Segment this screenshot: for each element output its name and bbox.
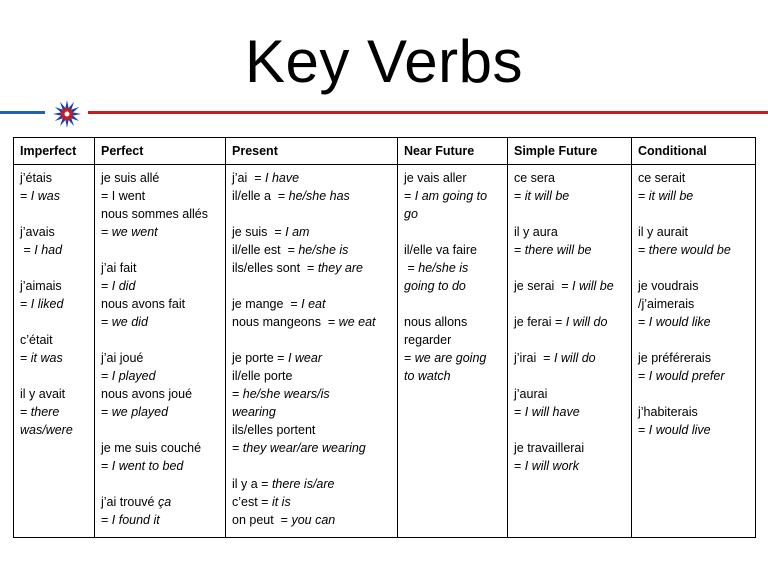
- french-text: nous sommes allés: [101, 207, 208, 221]
- english-translation: I am going to: [414, 189, 488, 203]
- cell-imperfect: [14, 165, 95, 538]
- line-spacer: [638, 205, 749, 223]
- english-translation: they wear/are wearing: [242, 441, 366, 455]
- french-text: j’ai joué: [101, 351, 144, 365]
- header-imperfect: Imperfect: [14, 138, 95, 165]
- equals-text: =: [638, 423, 649, 437]
- english-translation: I did: [111, 279, 136, 293]
- verb-line: [404, 349, 501, 367]
- verb-line: [101, 259, 219, 277]
- english-translation: I was: [30, 189, 60, 203]
- verb-line: [514, 223, 625, 241]
- verb-line: [404, 277, 501, 295]
- verb-line: [20, 421, 88, 439]
- line-spacer: [20, 313, 88, 331]
- english-translation: I eat: [301, 297, 326, 311]
- verb-line: [101, 403, 219, 421]
- verb-line: [101, 439, 219, 457]
- equals-text: =: [283, 297, 302, 311]
- verb-line: [101, 511, 219, 529]
- verb-line: [404, 205, 501, 223]
- english-translation: I would live: [648, 423, 711, 437]
- verb-line: [514, 187, 625, 205]
- french-text: il/elle porte: [232, 369, 293, 383]
- verb-line: [101, 313, 219, 331]
- verb-line: [232, 313, 391, 331]
- equals-text: =: [514, 405, 525, 419]
- equals-text: =: [638, 315, 649, 329]
- english-translation: I had: [34, 243, 63, 257]
- verb-line: [638, 169, 749, 187]
- french-text: il/elle a: [232, 189, 271, 203]
- french-text: je suis allé: [101, 171, 160, 185]
- equals-text: =: [257, 477, 272, 491]
- verb-line: [101, 493, 219, 511]
- title-rule-red: [88, 111, 768, 114]
- cell-near-future: [398, 165, 508, 538]
- equals-text: =: [404, 351, 415, 365]
- verb-line: [101, 169, 219, 187]
- line-spacer: [514, 367, 625, 385]
- line-spacer: [101, 421, 219, 439]
- english-translation: I will have: [524, 405, 580, 419]
- line-spacer: [638, 385, 749, 403]
- verb-line: [232, 493, 391, 511]
- french-text: ce serait: [638, 171, 686, 185]
- english-translation: I will work: [524, 459, 579, 473]
- english-translation: there is/are: [271, 477, 335, 491]
- verb-line: [20, 403, 88, 421]
- line-spacer: [404, 295, 501, 313]
- verb-line: [232, 511, 391, 529]
- verb-line: [514, 349, 625, 367]
- verb-line: [20, 277, 88, 295]
- english-translation: I found it: [111, 513, 160, 527]
- english-translation: we did: [111, 315, 148, 329]
- verb-line: [514, 313, 625, 331]
- verb-line: [101, 385, 219, 403]
- verb-line: [514, 403, 625, 421]
- verb-line: [638, 403, 749, 421]
- line-spacer: [101, 331, 219, 349]
- equals-text: =: [536, 351, 554, 365]
- verb-line: [101, 295, 219, 313]
- english-translation: it was: [30, 351, 63, 365]
- english-translation: I would like: [648, 315, 711, 329]
- verb-line: [638, 313, 749, 331]
- verb-line: [638, 295, 749, 313]
- english-translation: to watch: [404, 369, 451, 383]
- french-text: c’était: [20, 333, 53, 347]
- verb-line: [514, 439, 625, 457]
- verb-line: [404, 169, 501, 187]
- english-translation: we went: [111, 225, 158, 239]
- french-text: il y avait: [20, 387, 66, 401]
- french-text: on peut: [232, 513, 274, 527]
- french-text: il/elle va faire: [404, 243, 477, 257]
- french-text: je me suis couché: [101, 441, 202, 455]
- header-present: Present: [226, 138, 398, 165]
- page-title: Key Verbs: [245, 28, 523, 95]
- english-translation: he/she is: [418, 261, 469, 275]
- verb-line: [404, 259, 501, 277]
- equals-text: =: [638, 189, 649, 203]
- verb-line: [20, 187, 88, 205]
- english-translation: there will be: [524, 243, 592, 257]
- verb-line: [514, 241, 625, 259]
- french-text: j’avais: [20, 225, 55, 239]
- verb-line: [638, 277, 749, 295]
- french-text: je serai: [514, 279, 555, 293]
- line-spacer: [232, 457, 391, 475]
- english-translation: there would be: [648, 243, 731, 257]
- verb-line: [232, 439, 391, 457]
- english-translation: he/she wears/is: [242, 387, 330, 401]
- equals-text: =: [101, 279, 112, 293]
- verb-line: [101, 205, 219, 223]
- equals-text: =: [101, 459, 112, 473]
- french-text: je porte: [232, 351, 274, 365]
- line-spacer: [514, 421, 625, 439]
- french-text: ils/elles sont: [232, 261, 301, 275]
- equals-text: =: [404, 189, 415, 203]
- equals-text: =: [267, 225, 286, 239]
- line-spacer: [20, 205, 88, 223]
- verb-line: [232, 295, 391, 313]
- french-text: je suis: [232, 225, 268, 239]
- verb-line: [20, 331, 88, 349]
- equals-text: =: [20, 189, 31, 203]
- verb-line: [232, 187, 391, 205]
- english-translation: I played: [111, 369, 156, 383]
- line-spacer: [101, 475, 219, 493]
- equals-text: =: [273, 513, 292, 527]
- header-perfect: Perfect: [95, 138, 226, 165]
- equals-text: =: [101, 225, 112, 239]
- french-text: j’aimais: [20, 279, 62, 293]
- english-translation: there: [30, 405, 60, 419]
- french-text: il y aura: [514, 225, 558, 239]
- verb-line: [20, 385, 88, 403]
- english-translation: was/were: [20, 423, 73, 437]
- english-translation: he/she is: [298, 243, 349, 257]
- verb-line: [101, 187, 219, 205]
- verb-line: [232, 475, 391, 493]
- verb-line: [638, 241, 749, 259]
- verb-line: [101, 457, 219, 475]
- english-translation: go: [404, 207, 418, 221]
- english-translation: I went to bed: [111, 459, 184, 473]
- line-spacer: [101, 241, 219, 259]
- verb-line: [514, 169, 625, 187]
- key-verbs-table: [13, 137, 756, 538]
- line-spacer: [404, 223, 501, 241]
- verb-line: [232, 169, 391, 187]
- verb-line: [638, 223, 749, 241]
- equals-text: =: [20, 297, 31, 311]
- english-translation: we are going: [414, 351, 487, 365]
- french-text: je voudrais: [638, 279, 699, 293]
- verb-line: [20, 241, 88, 259]
- equals-text: =: [101, 405, 112, 419]
- verb-line: [20, 349, 88, 367]
- line-spacer: [514, 295, 625, 313]
- french-text: j’ai trouvé: [101, 495, 158, 509]
- equals-text: =: [273, 351, 288, 365]
- verb-line: [404, 241, 501, 259]
- equals-text: =: [320, 315, 339, 329]
- sunburst-logo-icon: [52, 99, 82, 129]
- verb-line: [404, 331, 501, 349]
- french-text: nous avons joué: [101, 387, 193, 401]
- english-translation: we eat: [338, 315, 376, 329]
- english-translation: wearing: [232, 405, 276, 419]
- verb-line: [404, 367, 501, 385]
- french-text: je préférerais: [638, 351, 711, 365]
- verb-line: [638, 187, 749, 205]
- english-translation: they are: [317, 261, 363, 275]
- table-header-row: [14, 138, 756, 165]
- french-text: j’ai: [232, 171, 248, 185]
- french-text: je travaillerai: [514, 441, 585, 455]
- french-text: j’aurai: [514, 387, 548, 401]
- verb-line: [232, 367, 391, 385]
- equals-text: =: [101, 315, 112, 329]
- english-translation: I will do: [553, 351, 596, 365]
- french-text: il y aurait: [638, 225, 689, 239]
- equals-text: =: [300, 261, 318, 275]
- line-spacer: [20, 259, 88, 277]
- verb-line: [20, 223, 88, 241]
- cell-conditional: [632, 165, 756, 538]
- verb-line: [638, 367, 749, 385]
- equals-text: =: [638, 369, 649, 383]
- verb-line: [638, 349, 749, 367]
- line-spacer: [20, 367, 88, 385]
- english-translation: I will do: [565, 315, 608, 329]
- equals-text: =: [404, 261, 419, 275]
- verb-line: [404, 187, 501, 205]
- verb-line: [232, 241, 391, 259]
- equals-text: =: [638, 243, 649, 257]
- line-spacer: [638, 331, 749, 349]
- line-spacer: [638, 259, 749, 277]
- french-text: je vais aller: [404, 171, 467, 185]
- equals-text: =: [20, 351, 31, 365]
- english-translation: going to do: [404, 279, 466, 293]
- french-text: j’ai fait: [101, 261, 137, 275]
- line-spacer: [232, 277, 391, 295]
- equals-text: =: [514, 189, 525, 203]
- verb-line: [638, 421, 749, 439]
- french-text: je mange: [232, 297, 284, 311]
- equals-text: =: [101, 369, 112, 383]
- french-text: nous allons: [404, 315, 468, 329]
- cell-simple-future: [508, 165, 632, 538]
- verb-line: [404, 313, 501, 331]
- header-simple-future: Simple Future: [508, 138, 632, 165]
- table-row: [14, 165, 756, 538]
- line-spacer: [514, 205, 625, 223]
- verb-line: [101, 277, 219, 295]
- verb-line: [232, 223, 391, 241]
- english-translation: it is: [271, 495, 291, 509]
- equals-text: =: [20, 405, 31, 419]
- french-text: j’étais: [20, 171, 52, 185]
- french-text: c’est: [232, 495, 258, 509]
- english-translation: I would prefer: [648, 369, 725, 383]
- cell-perfect: [95, 165, 226, 538]
- verb-line: [232, 403, 391, 421]
- verb-line: [232, 385, 391, 403]
- french-text: /j’aimerais: [638, 297, 695, 311]
- verb-line: [514, 277, 625, 295]
- verb-line: [232, 259, 391, 277]
- french-text: il/elle est: [232, 243, 281, 257]
- verb-line: [101, 349, 219, 367]
- french-text: il y a: [232, 477, 258, 491]
- french-text: j’habiterais: [638, 405, 698, 419]
- cell-present: [226, 165, 398, 538]
- title-rule-blue: [0, 111, 45, 114]
- equals-text: =: [232, 387, 243, 401]
- equals-text: = I went: [101, 189, 146, 203]
- english-translation: I wear: [287, 351, 322, 365]
- verb-line: [20, 295, 88, 313]
- line-spacer: [232, 205, 391, 223]
- line-spacer: [232, 331, 391, 349]
- equals-text: =: [20, 243, 35, 257]
- verb-line: [20, 169, 88, 187]
- equals-text: =: [514, 243, 525, 257]
- verb-line: [514, 457, 625, 475]
- french-text: je ferai: [514, 315, 552, 329]
- verb-line: [232, 421, 391, 439]
- english-translation: you can: [291, 513, 336, 527]
- verb-line: [101, 367, 219, 385]
- verb-line: [101, 223, 219, 241]
- line-spacer: [514, 331, 625, 349]
- english-translation: it will be: [524, 189, 570, 203]
- equals-text: =: [280, 243, 299, 257]
- english-translation: I liked: [30, 297, 64, 311]
- english-translation: I have: [265, 171, 300, 185]
- line-spacer: [514, 259, 625, 277]
- header-near-future: Near Future: [398, 138, 508, 165]
- english-translation: I am: [285, 225, 310, 239]
- equals-text: =: [551, 315, 566, 329]
- equals-text: =: [270, 189, 289, 203]
- english-translation: he/she has: [288, 189, 350, 203]
- english-translation: I will be: [572, 279, 614, 293]
- verb-line: [232, 349, 391, 367]
- equals-text: =: [247, 171, 266, 185]
- english-translation: we played: [111, 405, 169, 419]
- french-text: ils/elles portent: [232, 423, 316, 437]
- equals-text: =: [257, 495, 272, 509]
- verb-line: [514, 385, 625, 403]
- english-translation: it will be: [648, 189, 694, 203]
- french-text: j’irai: [514, 351, 537, 365]
- header-conditional: Conditional: [632, 138, 756, 165]
- french-text: nous avons fait: [101, 297, 186, 311]
- equals-text: =: [514, 459, 525, 473]
- equals-text: =: [101, 513, 112, 527]
- french-text: nous mangeons: [232, 315, 321, 329]
- french-text: regarder: [404, 333, 452, 347]
- equals-text: =: [232, 441, 243, 455]
- french-text-italic: ça: [157, 495, 172, 509]
- equals-text: =: [554, 279, 573, 293]
- french-text: ce sera: [514, 171, 555, 185]
